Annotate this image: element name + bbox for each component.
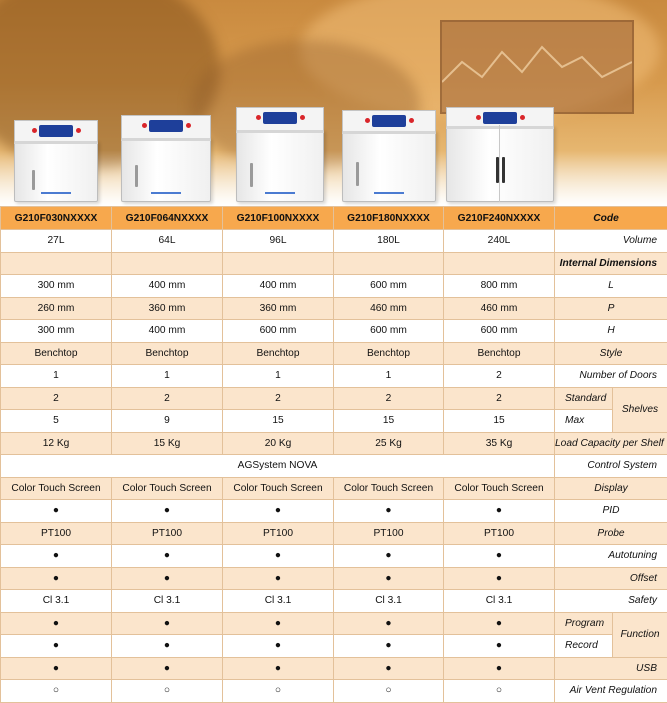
table-cell: Color Touch Screen bbox=[112, 477, 223, 500]
table-cell: 9 bbox=[112, 410, 223, 433]
table-cell bbox=[334, 252, 444, 275]
table-cell: ● bbox=[444, 612, 555, 635]
row-label: Control System bbox=[555, 455, 667, 478]
background-monitor bbox=[440, 20, 634, 114]
table-cell: 240L bbox=[444, 230, 555, 253]
table-cell: 1 bbox=[112, 365, 223, 388]
table-cell: Color Touch Screen bbox=[444, 477, 555, 500]
row-label: USB bbox=[555, 657, 667, 680]
table-cell: PT100 bbox=[1, 522, 112, 545]
table-cell: 20 Kg bbox=[223, 432, 334, 455]
table-cell: ● bbox=[1, 657, 112, 680]
table-cell: ○ bbox=[112, 680, 223, 703]
table-cell: 600 mm bbox=[223, 320, 334, 343]
table-cell: 360 mm bbox=[223, 297, 334, 320]
table-cell: Cl 3.1 bbox=[444, 590, 555, 613]
table-cell: ● bbox=[112, 545, 223, 568]
table-cell: Benchtop bbox=[223, 342, 334, 365]
table-cell: Cl 3.1 bbox=[112, 590, 223, 613]
table-cell: 1 bbox=[223, 365, 334, 388]
table-cell: Cl 3.1 bbox=[334, 590, 444, 613]
volume-row bbox=[1, 230, 667, 253]
table-cell: 64L bbox=[112, 230, 223, 253]
table-cell: PT100 bbox=[444, 522, 555, 545]
product-image-oven-2 bbox=[121, 115, 211, 202]
table-cell: 27L bbox=[1, 230, 112, 253]
table-cell: 35 Kg bbox=[444, 432, 555, 455]
row-label: Record bbox=[555, 635, 613, 658]
row-label: Max bbox=[555, 410, 613, 433]
table-cell: 400 mm bbox=[112, 320, 223, 343]
table-cell: 15 Kg bbox=[112, 432, 223, 455]
model-code-cell: G210F064NXXXX bbox=[112, 207, 223, 230]
table-cell: ● bbox=[223, 635, 334, 658]
table-cell: 400 mm bbox=[112, 275, 223, 298]
table-cell: Benchtop bbox=[444, 342, 555, 365]
table-cell: Color Touch Screen bbox=[1, 477, 112, 500]
table-cell: Cl 3.1 bbox=[1, 590, 112, 613]
table-cell: 12 Kg bbox=[1, 432, 112, 455]
row-label: Standard bbox=[555, 387, 613, 410]
table-cell: ○ bbox=[334, 680, 444, 703]
table-cell: ● bbox=[112, 635, 223, 658]
table-cell: 600 mm bbox=[334, 320, 444, 343]
table-cell: ● bbox=[1, 545, 112, 568]
table-cell: 400 mm bbox=[223, 275, 334, 298]
row-label: PID bbox=[555, 500, 667, 523]
table-cell: Color Touch Screen bbox=[223, 477, 334, 500]
table-cell bbox=[223, 252, 334, 275]
table-cell: ○ bbox=[444, 680, 555, 703]
shelves-max-row bbox=[1, 410, 667, 433]
table-cell: ● bbox=[444, 567, 555, 590]
product-image-oven-1 bbox=[14, 120, 98, 202]
row-label: Load Capacity per Shelf bbox=[555, 432, 667, 455]
table-cell: 1 bbox=[1, 365, 112, 388]
row-label: Program bbox=[555, 612, 613, 635]
table-cell: 2 bbox=[334, 387, 444, 410]
table-cell: ○ bbox=[223, 680, 334, 703]
table-cell: ● bbox=[334, 635, 444, 658]
model-code-cell: G210F030NXXXX bbox=[1, 207, 112, 230]
table-cell: ● bbox=[223, 657, 334, 680]
internal-dimensions-row bbox=[1, 252, 667, 275]
model-code-cell: G210F240NXXXX bbox=[444, 207, 555, 230]
row-label: Autotuning bbox=[555, 545, 667, 568]
specification-table bbox=[0, 206, 667, 703]
table-cell: ● bbox=[1, 500, 112, 523]
table-cell: Benchtop bbox=[334, 342, 444, 365]
load-row bbox=[1, 432, 667, 455]
table-cell: 2 bbox=[444, 365, 555, 388]
row-label: H bbox=[555, 320, 667, 343]
table-cell: 300 mm bbox=[1, 320, 112, 343]
shelves-standard-row bbox=[1, 387, 667, 410]
table-cell: PT100 bbox=[223, 522, 334, 545]
dim-h-row bbox=[1, 320, 667, 343]
row-label: Display bbox=[555, 477, 667, 500]
table-cell: 800 mm bbox=[444, 275, 555, 298]
probe-row bbox=[1, 522, 667, 545]
row-label: Style bbox=[555, 342, 667, 365]
table-cell: 300 mm bbox=[1, 275, 112, 298]
table-cell: ● bbox=[112, 567, 223, 590]
table-cell: ● bbox=[1, 635, 112, 658]
row-label-code: Code bbox=[555, 207, 667, 230]
autotuning-row bbox=[1, 545, 667, 568]
group-label-shelves: Shelves bbox=[613, 387, 667, 432]
usb-row bbox=[1, 657, 667, 680]
table-cell: ● bbox=[112, 657, 223, 680]
table-cell: 15 bbox=[334, 410, 444, 433]
dim-l-row bbox=[1, 275, 667, 298]
table-cell: 15 bbox=[444, 410, 555, 433]
row-label: Air Vent Regulation bbox=[555, 680, 667, 703]
table-cell: ● bbox=[444, 545, 555, 568]
air-vent-row bbox=[1, 680, 667, 703]
model-code-cell: G210F180NXXXX bbox=[334, 207, 444, 230]
table-cell: ● bbox=[444, 657, 555, 680]
table-cell: 96L bbox=[223, 230, 334, 253]
table-cell: 180L bbox=[334, 230, 444, 253]
table-cell: 460 mm bbox=[334, 297, 444, 320]
doors-row bbox=[1, 365, 667, 388]
table-cell: PT100 bbox=[112, 522, 223, 545]
row-label: Offset bbox=[555, 567, 667, 590]
row-label: Volume bbox=[555, 230, 667, 253]
table-cell: 600 mm bbox=[334, 275, 444, 298]
table-cell: Color Touch Screen bbox=[334, 477, 444, 500]
pid-row bbox=[1, 500, 667, 523]
product-image-oven-5 bbox=[446, 107, 554, 202]
model-code-row bbox=[1, 207, 667, 230]
table-cell: 2 bbox=[223, 387, 334, 410]
row-label: Safety bbox=[555, 590, 667, 613]
table-cell: ● bbox=[334, 657, 444, 680]
table-cell: 1 bbox=[334, 365, 444, 388]
table-cell: Benchtop bbox=[112, 342, 223, 365]
row-label: P bbox=[555, 297, 667, 320]
table-cell: ● bbox=[334, 612, 444, 635]
table-cell: Benchtop bbox=[1, 342, 112, 365]
product-image-oven-3 bbox=[236, 107, 324, 202]
program-row bbox=[1, 612, 667, 635]
table-cell bbox=[1, 252, 112, 275]
table-cell: AGSystem NOVA bbox=[1, 455, 555, 478]
hero-banner bbox=[0, 0, 667, 206]
table-cell: ● bbox=[334, 545, 444, 568]
table-cell: 360 mm bbox=[112, 297, 223, 320]
record-row bbox=[1, 635, 667, 658]
table-cell: ● bbox=[223, 612, 334, 635]
table-cell: ● bbox=[112, 612, 223, 635]
table-cell: 2 bbox=[112, 387, 223, 410]
table-cell: PT100 bbox=[334, 522, 444, 545]
offset-row bbox=[1, 567, 667, 590]
table-cell: ○ bbox=[1, 680, 112, 703]
table-cell: 460 mm bbox=[444, 297, 555, 320]
table-cell: 2 bbox=[444, 387, 555, 410]
table-cell bbox=[444, 252, 555, 275]
table-cell: 600 mm bbox=[444, 320, 555, 343]
style-row bbox=[1, 342, 667, 365]
row-label: Probe bbox=[555, 522, 667, 545]
control-row bbox=[1, 455, 667, 478]
table-cell: ● bbox=[223, 545, 334, 568]
group-label-function: Function bbox=[613, 612, 667, 657]
section-label: Internal Dimensions bbox=[555, 252, 667, 275]
table-cell: ● bbox=[223, 500, 334, 523]
product-image-oven-4 bbox=[342, 110, 436, 202]
table-cell: ● bbox=[1, 612, 112, 635]
table-cell: ● bbox=[223, 567, 334, 590]
table-cell: ● bbox=[444, 500, 555, 523]
table-cell: ● bbox=[1, 567, 112, 590]
row-label: Number of Doors bbox=[555, 365, 667, 388]
table-cell: 15 bbox=[223, 410, 334, 433]
table-cell: ● bbox=[334, 567, 444, 590]
table-cell: ● bbox=[112, 500, 223, 523]
display-row bbox=[1, 477, 667, 500]
dim-p-row bbox=[1, 297, 667, 320]
table-cell: ● bbox=[334, 500, 444, 523]
table-cell: 5 bbox=[1, 410, 112, 433]
table-cell: Cl 3.1 bbox=[223, 590, 334, 613]
table-cell: 2 bbox=[1, 387, 112, 410]
table-cell: ● bbox=[444, 635, 555, 658]
row-label: L bbox=[555, 275, 667, 298]
model-code-cell: G210F100NXXXX bbox=[223, 207, 334, 230]
safety-row bbox=[1, 590, 667, 613]
table-cell: 260 mm bbox=[1, 297, 112, 320]
table-cell bbox=[112, 252, 223, 275]
table-cell: 25 Kg bbox=[334, 432, 444, 455]
